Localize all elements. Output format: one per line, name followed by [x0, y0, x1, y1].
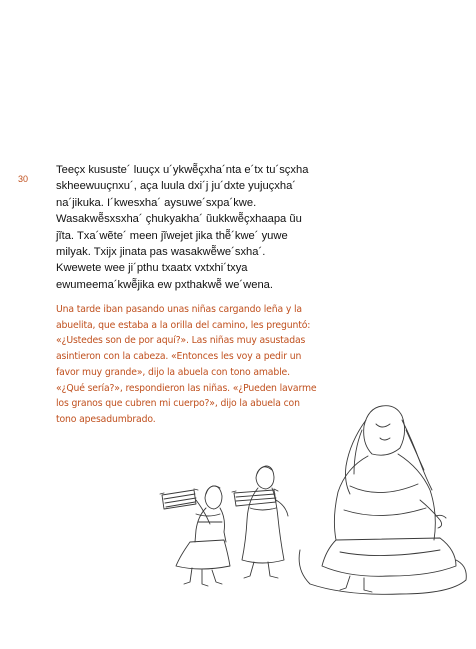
page-number: 30 — [18, 174, 29, 184]
grandmother-figure — [299, 406, 466, 595]
story-illustration — [150, 390, 470, 600]
firewood-bundle-left — [160, 489, 198, 509]
girl-left-figure — [160, 486, 230, 586]
spanish-paragraph: Una tarde iban pasando unas niñas cargando leña y la abuelita, que estaba a la orilla del camino, les preguntó: «¿Ustedes son de por aquí?». Las niñas muy asustadas asintieron con la cabeza. «Entonces les voy a pedir un favor muy grande», dijo la abuela con tono amable. «¿Qué sería?», respondieron las niñas. «¿Pueden lavarme los granos que cubren mi cuerpo?», dijo la abuela con tono apesadumbrado. — [56, 304, 317, 425]
nasa-yuwe-paragraph: Teeçx kususte´ luuçx u´ykwẽ̃çxha´nta e´tx tu´sçxha skheewuuçnxu´, aça luula dxi´j ju´dxte yujuçxha´ na´jikuka. I´kwesxha´ aysuwe´sxpa´kwe. Wasakwẽ̃sxsxha´ çhukyakha´ ũukkwẽ̃çxhaapa ũu jĩta. Txa´wẽte´ meen jĩwejet jika thẽ̃´kwe´ yuwe milyak. Txijx jinata pas wasakwẽ̃we´sxha´. Kwewete wee ji´pthu txaatx vxtxhi´txya ewumeema´kwẽ̃jika ew pxthakwẽ̃ we´wena. — [56, 164, 309, 291]
girl-middle-figure — [232, 466, 288, 578]
